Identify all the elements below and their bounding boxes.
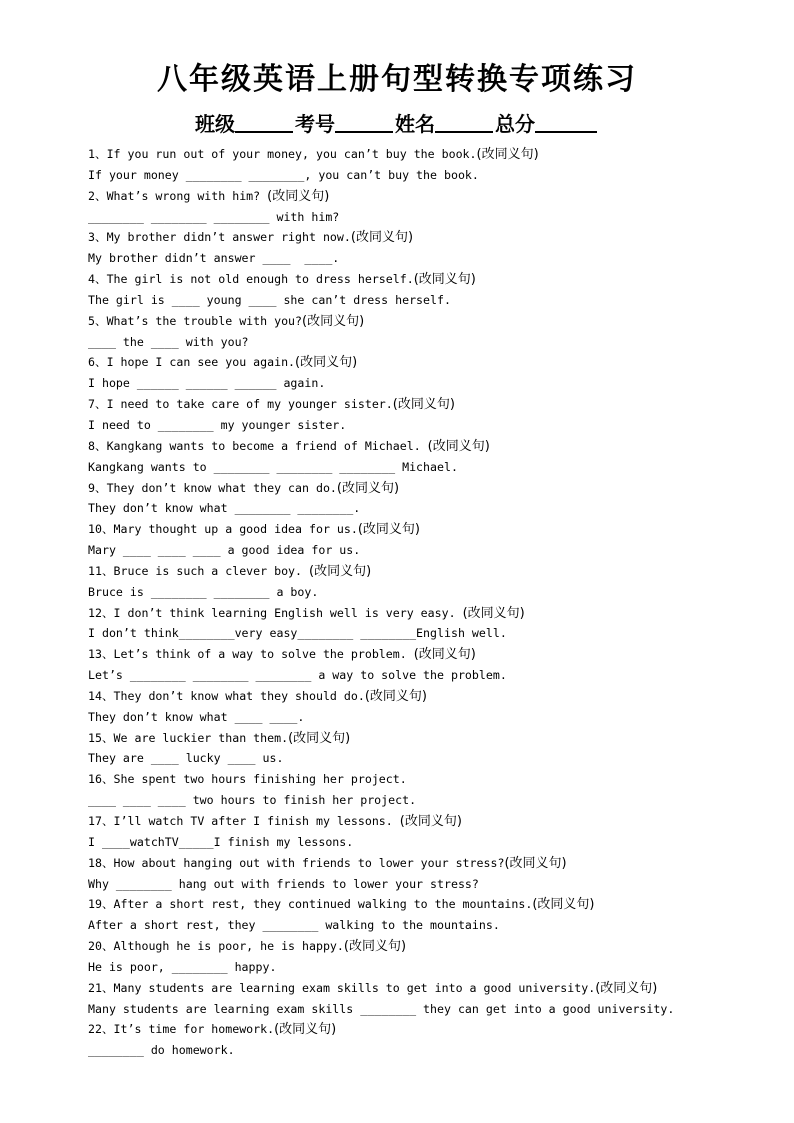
question-item: [88, 686, 778, 728]
question-item: [88, 561, 778, 603]
question-prompt: [88, 144, 778, 165]
question-item: [88, 1019, 778, 1061]
question-instruction: (改同义句): [302, 313, 365, 329]
question-instruction: (改同义句): [309, 563, 372, 579]
question-instruction: (改同义句): [336, 480, 400, 496]
question-instruction: (改同义句): [343, 939, 407, 955]
question-prompt: [88, 1019, 778, 1040]
question-prompt-text: 4、The girl is not old enough to dress herself.: [88, 272, 414, 287]
question-prompt-text: 22、It’s time for homework.: [88, 1022, 275, 1037]
answer-line[interactable]: If your money ________ ________, you can’t buy the book.: [88, 167, 479, 182]
question-instruction: (改同义句): [288, 730, 351, 746]
question-prompt-text: 1、If you run out of your money, you can’t buy the book.: [88, 147, 477, 161]
question-instruction: (改同义句): [532, 897, 595, 913]
question-item: [88, 186, 778, 228]
answer-line[interactable]: He is poor, ________ happy.: [88, 959, 277, 974]
answer-line[interactable]: They don’t know what ____ ____.: [88, 709, 305, 724]
question-item: [88, 311, 778, 353]
question-item: [88, 936, 778, 978]
question-item: [88, 853, 778, 895]
total-score-label: 总分: [495, 112, 535, 136]
question-prompt: [88, 686, 778, 707]
answer-line[interactable]: After a short rest, they ________ walking to the mountains.: [88, 918, 500, 933]
question-item: [88, 394, 778, 436]
answer-line[interactable]: I need to ________ my younger sister.: [88, 417, 347, 432]
page-title: 八年级英语上册句型转换专项练习: [157, 62, 637, 97]
question-item: [88, 894, 778, 936]
question-item: [88, 269, 778, 311]
answer-line[interactable]: Let’s ________ ________ ________ a way to solve the problem.: [88, 668, 507, 683]
question-instruction: (改同义句): [295, 355, 358, 371]
question-prompt: [88, 269, 778, 290]
answer-line[interactable]: They don’t know what ________ ________.: [88, 501, 361, 516]
question-prompt-text: 6、I hope I can see you again.: [88, 355, 296, 370]
question-instruction: (改同义句): [413, 272, 476, 288]
question-item: [88, 352, 778, 394]
answer-line[interactable]: Mary ____ ____ ____ a good idea for us.: [88, 543, 361, 558]
question-prompt: [88, 811, 778, 832]
question-prompt-text: 8、Kangkang wants to become a friend of Michael.: [88, 438, 428, 453]
answer-line[interactable]: The girl is ____ young ____ she can’t dress herself.: [88, 292, 451, 307]
question-prompt-text: 20、Although he is poor, he is happy.: [88, 939, 344, 954]
question-prompt-text: 3、My brother didn’t answer right now.: [88, 230, 351, 245]
question-instruction: (改同义句): [364, 688, 427, 704]
question-prompt-text: 19、After a short rest, they continued walking to the mountains.: [88, 897, 533, 912]
question-item: [88, 811, 778, 853]
answer-line[interactable]: ____ ____ ____ two hours to finish her project.: [88, 793, 417, 808]
name-blank: [435, 111, 493, 133]
question-instruction: (改同义句): [595, 980, 658, 996]
answer-line[interactable]: They are ____ lucky ____ us.: [88, 751, 284, 766]
question-prompt-text: 21、Many students are learning exam skills to get into a good university.: [88, 980, 596, 995]
question-prompt-text: 18、How about hanging out with friends to lower your stress?: [88, 855, 505, 870]
question-instruction: (改同义句): [357, 522, 421, 538]
question-item: [88, 227, 778, 269]
question-prompt: [88, 894, 778, 915]
question-prompt: [88, 728, 778, 749]
question-instruction: (改同义句): [476, 147, 539, 162]
question-prompt: [88, 436, 778, 457]
answer-line[interactable]: Many students are learning exam skills ________ they can get into a good university.: [88, 1001, 675, 1016]
answer-line[interactable]: ________ do homework.: [88, 1043, 235, 1058]
question-prompt: [88, 352, 778, 373]
question-item: [88, 436, 778, 478]
student-info-line: [0, 110, 794, 138]
answer-line[interactable]: I ____watchTV_____I finish my lessons.: [88, 834, 354, 849]
question-prompt: [88, 644, 778, 665]
question-item: [88, 144, 778, 186]
question-instruction: (改同义句): [427, 438, 490, 454]
question-prompt-text: 11、Bruce is such a clever boy.: [88, 563, 309, 578]
question-prompt: [88, 478, 778, 499]
question-prompt: [88, 603, 778, 624]
question-prompt-text: 7、I need to take care of my younger sister.: [88, 397, 393, 412]
question-prompt-text: 2、What’s wrong with him?: [88, 188, 268, 203]
question-prompt-text: 14、They don’t know what they should do.: [88, 688, 365, 703]
question-prompt-text: 9、They don’t know what they can do.: [88, 480, 337, 495]
question-prompt: [88, 561, 778, 582]
question-instruction: (改同义句): [274, 1022, 337, 1038]
question-prompt-text: 16、She spent two hours finishing her project.: [88, 772, 407, 787]
class-blank: [235, 111, 293, 133]
question-list: [88, 144, 778, 1061]
question-prompt: [88, 769, 778, 790]
question-instruction: (改同义句): [267, 188, 330, 204]
answer-line[interactable]: My brother didn’t answer ____ ____.: [88, 251, 340, 266]
question-prompt: [88, 394, 778, 415]
question-prompt-text: 15、We are luckier than them.: [88, 730, 289, 745]
question-prompt-text: 12、I don’t think learning English well is very easy.: [88, 605, 463, 620]
total-score-blank: [535, 111, 597, 133]
question-instruction: (改同义句): [462, 605, 525, 621]
question-prompt-text: 13、Let’s think of a way to solve the problem.: [88, 647, 414, 662]
answer-line[interactable]: Bruce is ________ ________ a boy.: [88, 584, 319, 599]
answer-line[interactable]: Kangkang wants to ________ ________ ________ Michael.: [88, 459, 458, 474]
question-instruction: (改同义句): [350, 230, 414, 246]
question-instruction: (改同义句): [504, 855, 567, 871]
question-prompt-text: 10、Mary thought up a good idea for us.: [88, 522, 358, 537]
question-instruction: (改同义句): [392, 397, 455, 413]
answer-line[interactable]: ____ the ____ with you?: [88, 334, 249, 349]
exam-number-blank: [335, 111, 393, 133]
exam-number-label: 考号: [295, 112, 335, 136]
class-label: 班级: [195, 112, 235, 136]
answer-line[interactable]: Why ________ hang out with friends to lower your stress?: [88, 876, 479, 891]
question-item: [88, 644, 778, 686]
question-item: [88, 603, 778, 645]
question-prompt: [88, 227, 778, 248]
question-prompt-text: 5、What’s the trouble with you?: [88, 313, 303, 328]
question-item: [88, 769, 778, 811]
question-prompt-text: 17、I’ll watch TV after I finish my lessons.: [88, 814, 400, 828]
question-item: [88, 519, 778, 561]
question-instruction: (改同义句): [413, 647, 476, 663]
answer-line[interactable]: I don’t think________very easy________ ________English well.: [88, 626, 507, 641]
question-prompt: [88, 311, 778, 332]
question-prompt: [88, 186, 778, 207]
question-prompt: [88, 519, 778, 540]
question-item: [88, 478, 778, 520]
answer-line[interactable]: I hope ______ ______ ______ again.: [88, 376, 326, 391]
question-item: [88, 978, 778, 1020]
question-item: [88, 728, 778, 770]
question-prompt: [88, 853, 778, 874]
answer-line[interactable]: ________ ________ ________ with him?: [88, 209, 340, 224]
question-prompt: [88, 936, 778, 957]
question-prompt: [88, 978, 778, 999]
question-instruction: (改同义句): [399, 814, 462, 829]
name-label: 姓名: [395, 112, 435, 136]
